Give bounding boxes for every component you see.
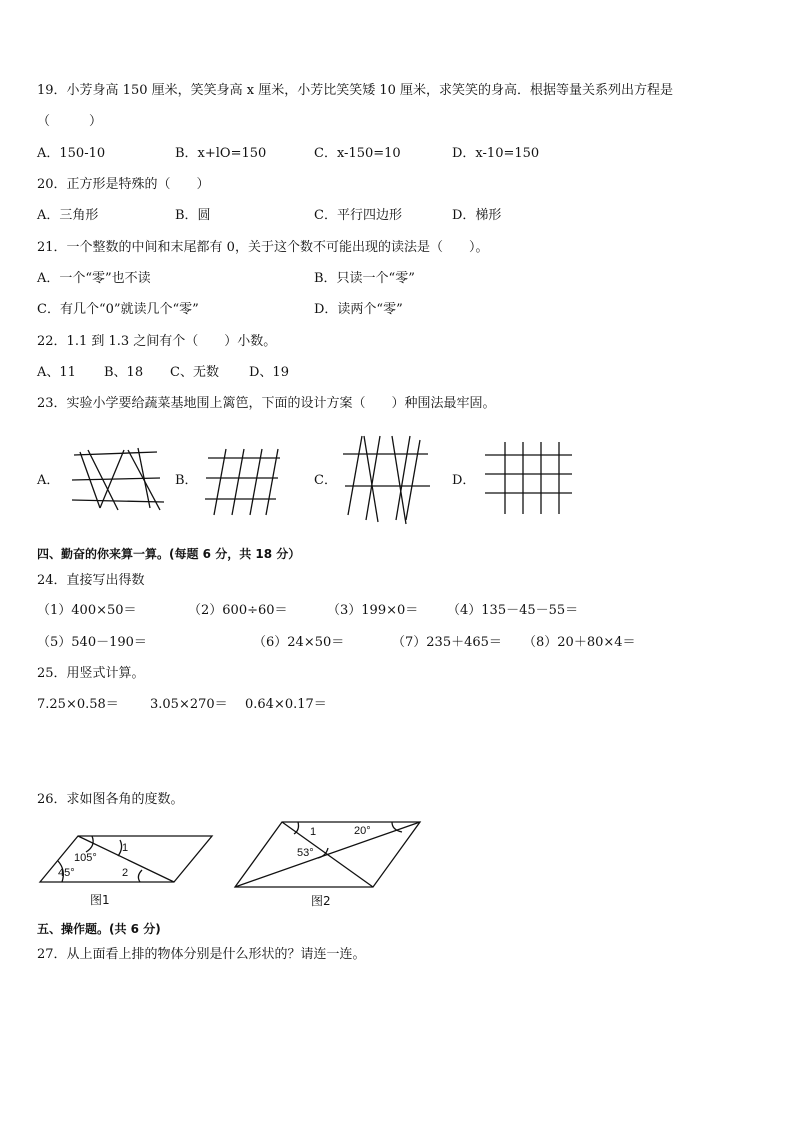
q20-option-d: D．梯形 — [452, 208, 502, 223]
fig1-angle-105: 105° — [74, 852, 97, 864]
q19-option-b: B．x+lO=150 — [175, 146, 267, 161]
q24-item-4: （4）135－45－55＝ — [447, 603, 579, 618]
q22-option-a: A、11 — [37, 365, 76, 380]
q19-option-c: C．x-150=10 — [314, 146, 401, 161]
q22-option-d: D、19 — [249, 365, 289, 380]
fig2-angle-20: 20° — [354, 825, 371, 837]
fig1-angle-1: 1 — [122, 842, 129, 854]
q24-item-8: （8）20＋80×4＝ — [523, 635, 636, 650]
q23-label-d: D． — [452, 473, 476, 488]
q21-stem: 21．一个整数的中间和末尾都有 0，关于这个数不可能出现的读法是（ ）。 — [37, 240, 489, 255]
q27-stem: 27．从上面看上排的物体分别是什么形状的？请连一连。 — [37, 947, 366, 962]
section-5-title: 五、操作题。(共 6 分) — [37, 922, 161, 936]
section-4-title: 四、勤奋的你来算一算。(每题 6 分，共 18 分） — [37, 547, 301, 561]
q21-option-b: B．只读一个“零” — [314, 271, 415, 286]
fig2-angle-53: 53° — [297, 847, 314, 859]
q19-stem: 19．小芳身高 150 厘米，笑笑身高 x 厘米，小芳比笑笑矮 10 厘米，求笑笑的身高．根据等量关系列出方程是 — [37, 83, 674, 98]
fig2-caption: 图2 — [311, 894, 331, 908]
fig1-caption: 图1 — [90, 893, 110, 907]
q24-stem: 24．直接写出得数 — [37, 573, 145, 588]
q24-item-2: （2）600÷60＝ — [188, 603, 288, 618]
q25-item-2: 3.05×270＝ — [150, 697, 228, 712]
fig2-angle-1: 1 — [310, 826, 317, 838]
q22-stem: 22．1.1 到 1.3 之间有个（ ）小数。 — [37, 334, 277, 349]
q24-item-6: （6）24×50＝ — [253, 635, 345, 650]
q19-option-a: A．150-10 — [37, 146, 106, 161]
q21-option-c: C．有几个“0”就读几个“零” — [37, 302, 199, 317]
q23-stem: 23．实验小学要给蔬菜基地围上篱笆，下面的设计方案（ ）种围法最牢固。 — [37, 396, 496, 411]
q20-option-a: A．三角形 — [37, 208, 99, 223]
q25-item-1: 7.25×0.58＝ — [37, 697, 119, 712]
q23-label-c: C． — [314, 473, 337, 488]
q23-label-a: A． — [37, 473, 60, 488]
q22-option-b: B、18 — [104, 365, 144, 380]
q24-item-5: （5）540－190＝ — [37, 635, 147, 650]
q24-item-1: （1）400×50＝ — [37, 603, 137, 618]
q19-option-d: D．x-10=150 — [452, 146, 540, 161]
q20-stem: 20．正方形是特殊的（ ） — [37, 177, 210, 192]
q21-option-d: D．读两个“零” — [314, 302, 403, 317]
fig1-angle-2: 2 — [122, 867, 129, 879]
q19-answer-paren: （ ） — [37, 114, 103, 129]
q20-option-b: B．圆 — [175, 208, 211, 223]
q23-label-b: B． — [175, 473, 198, 488]
q22-option-c: C、无数 — [170, 365, 219, 380]
q25-item-3: 0.64×0.17＝ — [245, 697, 327, 712]
q24-item-7: （7）235＋465＝ — [392, 635, 502, 650]
q20-option-c: C．平行四边形 — [314, 208, 402, 223]
q24-item-3: （3）199×0＝ — [327, 603, 419, 618]
q25-stem: 25．用竖式计算。 — [37, 666, 145, 681]
fig1-angle-45: 45° — [58, 867, 75, 879]
q21-option-a: A．一个“零”也不读 — [37, 271, 151, 286]
q26-stem: 26．求如图各角的度数。 — [37, 792, 184, 807]
